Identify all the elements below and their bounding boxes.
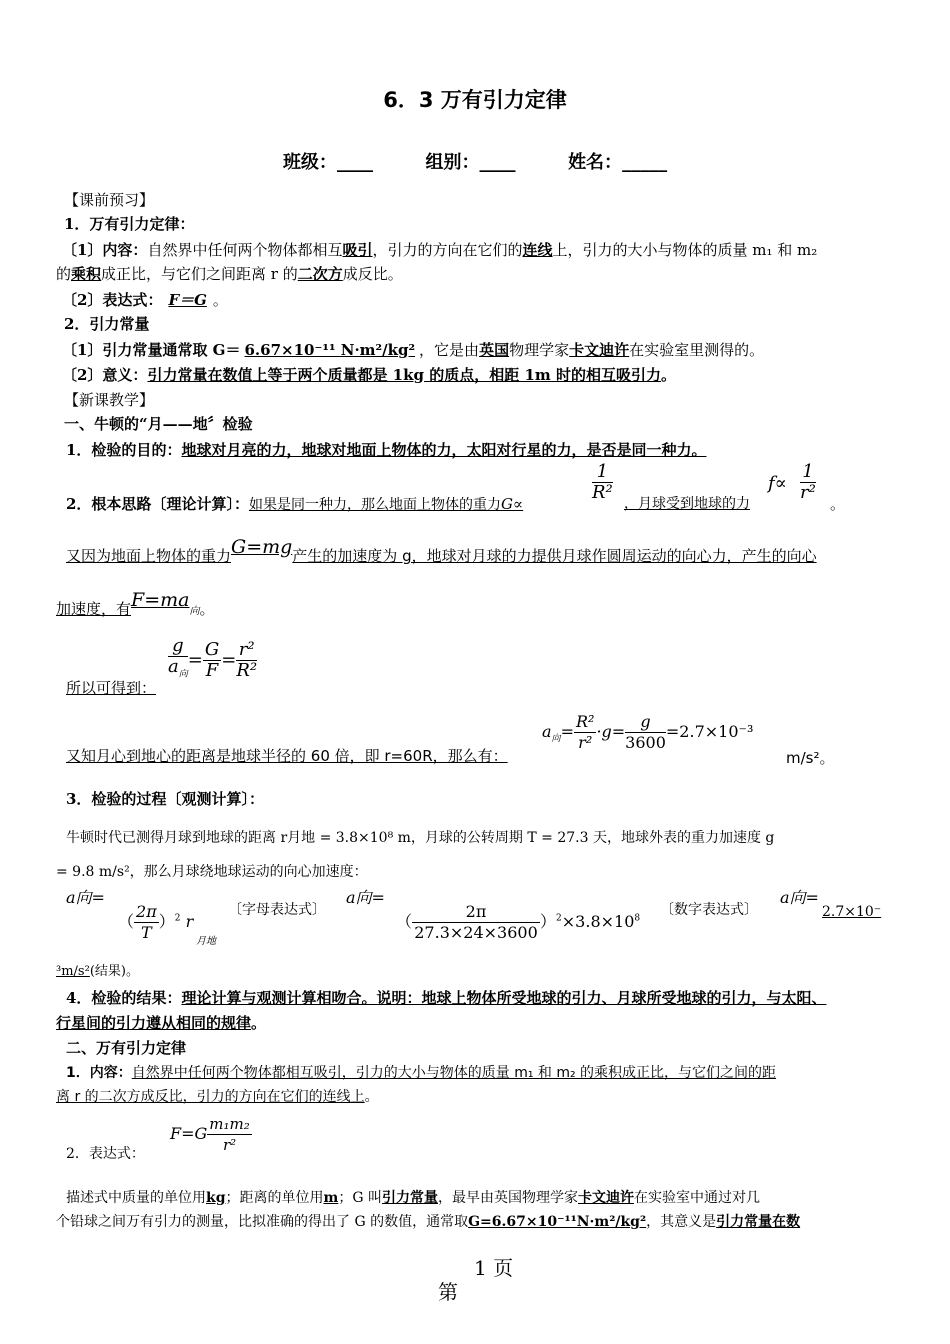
student-info: [0, 148, 950, 174]
p2-moon-force: ，月球受到地球的力: [624, 496, 750, 512]
p1-purpose: 1．检验的目的：地球对月亮的力，地球对地面上物体的力，太阳对行星的力，是否是同一种力。: [66, 441, 707, 459]
s2-title: 2．引力常量: [64, 315, 150, 333]
s3-text-b: = 9.8 m/s²，那么月球绕地球运动的向心加速度：: [56, 864, 368, 880]
l1-content-line2: 离 r 的二次方成反比，引力的方向在它们的连线上。: [56, 1089, 379, 1105]
s3-title: 3．检验的过程〔观测计算〕：: [66, 790, 264, 808]
p2-idea: 2．根本思路〔理论计算〕：如果是同一种力，那么地面上物体的重力G∝: [66, 495, 524, 513]
s3-letter-formula: （ $\frac{2\pi}{T}$ ）$^2$ r: [118, 902, 194, 942]
part1-title: 一、牛顿的“月——地〞检验: [64, 415, 253, 433]
p6-unit: m/s²。: [786, 749, 835, 767]
s1-expression: 〔2〕表达式： F＝G 。: [62, 291, 228, 309]
s4-result-line2: 行星间的引力遵从相同的规律。: [56, 1014, 267, 1032]
p6-formula: $a_向=$ $\frac{\text{R²}}{\text{r²}}$ ·g= $\frac{g}{3600}$ =2.7×10⁻³: [542, 712, 754, 752]
l1-content-line1: 1．内容：自然界中任何两个物体都相互吸引，引力的大小与物体的质量 m₁ 和 m₂ 的乘积成正比，与它们之间的距: [66, 1065, 777, 1081]
s3-letters-label: 〔字母表达式〕: [228, 902, 326, 918]
s2-line1: 〔1〕引力常量通常取 G＝ 6.67×10⁻¹¹ N·m²/kg² ，它是由英国物理学家卡文迪许在实验室里测得的。: [62, 341, 765, 359]
s3-result: 2.7×10⁻: [822, 904, 882, 920]
p2-f-prop: f∝: [768, 473, 787, 494]
s3-a2: a向=: [346, 888, 385, 907]
s3-text-a: 牛顿时代已测得月球到地球的距离 r月地 = 3.8×10⁸ m，月球的公转周期 T = 27.3 天，地球外表的重力加速度 g: [66, 830, 775, 846]
s1-content-line2: 的乘积成正比，与它们之间距离 r 的二次方成反比。: [56, 265, 403, 283]
name-label: 姓名：: [568, 152, 623, 173]
p3-text: 又因为地面上物体的重力G=mg产生的加速度为 g，地球对月球的力提供月球作圆周运动的向心力，产生的向心: [66, 536, 817, 565]
s3-a3: a向=: [780, 888, 819, 907]
s1-title: 1．万有引力定律：: [64, 215, 195, 233]
l2-label: 2．表达式：: [66, 1146, 145, 1162]
p5-formula: $\frac{g}{a_向}$ = $\frac{G}{F}$ = $\frac{\text{r²}}{\text{R²}}$: [168, 635, 258, 681]
group-blank[interactable]: ____: [479, 152, 516, 173]
preview-heading: 【课前预习】: [64, 191, 155, 209]
p2-frac-1-r2: $\frac{1}{\text{r²}}$: [800, 461, 816, 503]
desc-line1: 描述式中质量的单位用kg；距离的单位用m；G 叫引力常量，最早由英国物理学家卡文迪许在实验室中通过对几: [66, 1190, 760, 1206]
p5-text: 所以可得到：: [66, 679, 157, 697]
l2-formula: F=G $\frac{\text{m₁m₂}}{\text{r²}}$: [170, 1115, 250, 1154]
part2-title: 二、万有引力定律: [66, 1039, 187, 1057]
class-blank[interactable]: ____: [336, 152, 373, 173]
lesson-heading: 【新课教学】: [64, 391, 155, 409]
s3-a1: a向=: [66, 888, 105, 907]
p6-text: 又知月心到地心的距离是地球半径的 60 倍，即 r=60R，那么有：: [66, 747, 508, 765]
page-title: 6．3 万有引力定律: [383, 88, 567, 112]
s3-result-line: ³m/s²(结果)。: [56, 964, 139, 979]
s2-meaning: 〔2〕意义：引力常量在数值上等于两个质量都是 1kg 的质点，相距 1m 时的相互吸引力。: [62, 366, 676, 384]
page-label: 第: [438, 1280, 458, 1304]
desc-line2: 个铅球之间万有引力的测量，比拟准确的得出了 G 的数值，通常取G=6.67×10⁻¹¹N·m²/kg²，其意义是引力常量在数: [56, 1214, 801, 1230]
page-number: 1 页: [474, 1256, 514, 1280]
p2-frac-1-R2: $\frac{1}{\text{R²}}$: [592, 461, 613, 503]
class-label: 班级：: [282, 152, 337, 173]
p2-end: 。: [830, 495, 846, 513]
name-blank[interactable]: _____: [622, 152, 668, 173]
s1-content-line1: 〔1〕内容：自然界中任何两个物体都相互吸引，引力的方向在它们的连线上，引力的大小与物体的质量 m₁ 和 m₂: [62, 241, 818, 259]
group-label: 组别：: [425, 152, 480, 173]
s3-r-sub: 月地: [196, 936, 216, 947]
s3-numeric-formula: （ $\frac{2\pi}{27.3\times 24\times 3600}$ ）$^2\times 3.8\times 10^8$: [396, 902, 641, 942]
s4-result-line1: 4．检验的结果：理论计算与观测计算相吻合。说明：地球上物体所受地球的引力、月球所受地球的引力，与太阳、: [66, 989, 827, 1007]
p4-text: 加速度，有F=ma向。: [56, 589, 215, 618]
s3-numeric-label: 〔数字表达式〕: [660, 902, 758, 918]
